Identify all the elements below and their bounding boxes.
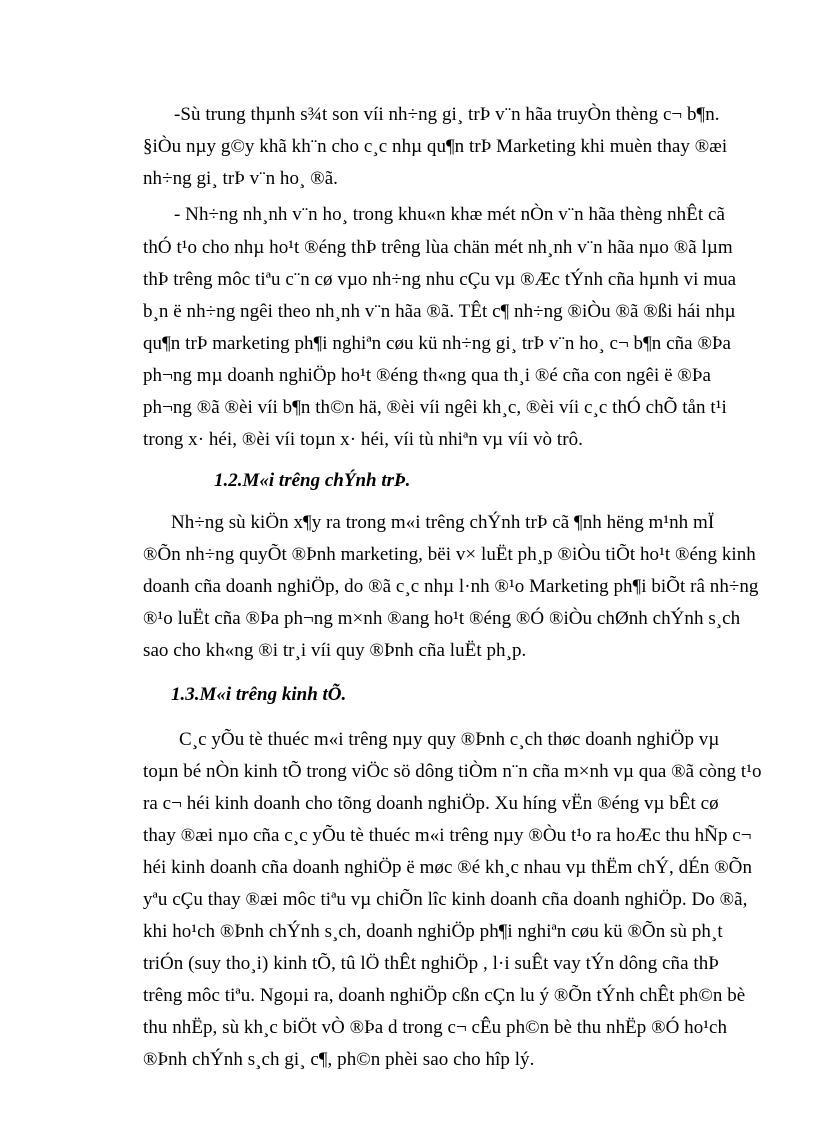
paragraph-2-line-6: ph¬ng mµ doanh nghiÖp ho¹t ®éng th«ng qua th¸i ®é cña con ngêi ë ®Þa <box>143 365 711 386</box>
paragraph-4-line-11: ®Þnh chÝnh s¸ch gi¸ c¶, ph©n phèi sao cho hîp lý. <box>143 1049 535 1070</box>
section-heading-1-2: 1.2.M«i trêng chÝnh trÞ. <box>214 470 411 491</box>
paragraph-4-line-2: toµn bé nÒn kinh tÕ trong viÖc sö dông tiÒm n¨n cña m×nh vµ qua ®ã còng t¹o <box>143 761 762 782</box>
paragraph-3-line-1: Nh÷ng sù kiÖn x¶y ra trong m«i trêng chÝnh trÞ cã ¶nh hëng m¹nh mÏ <box>171 512 715 533</box>
paragraph-2-line-7: ph¬ng ®ã ®èi víi b¶n th©n hä, ®èi víi ngêi kh¸c, ®èi víi c¸c thÓ chÕ tån t¹i <box>143 397 727 418</box>
paragraph-2-line-3: thÞ trêng môc tiªu c¨n cø vµo nh÷ng nhu cÇu vµ ®Æc tÝnh cña hµnh vi mua <box>143 269 737 290</box>
paragraph-1-line-2: §iÒu nµy g©y khã kh¨n cho c¸c nhµ qu¶n trÞ Marketing khi muèn thay ®æi <box>143 136 728 157</box>
paragraph-3-line-2: ®Õn nh÷ng quyÕt ®Þnh marketing, bëi v× luËt ph¸p ®iÒu tiÕt ho¹t ®éng kinh <box>143 544 756 565</box>
paragraph-2-line-8: trong x· héi, ®èi víi toµn x· héi, víi tù nhiªn vµ víi vò trô. <box>143 429 583 450</box>
paragraph-2-line-5: qu¶n trÞ marketing ph¶i nghiªn cøu kü nh÷ng gi¸ trÞ v¨n ho¸ c¬ b¶n cña ®Þa <box>143 333 732 354</box>
paragraph-3-line-3: doanh cña doanh nghiÖp, do ®ã c¸c nhµ l·nh ®¹o Marketing ph¶i biÕt râ nh÷ng <box>143 576 759 597</box>
paragraph-2-line-1: - Nh÷ng nh¸nh v¨n ho¸ trong khu«n khæ mét nÒn v¨n hãa thèng nhÊt cã <box>174 204 725 225</box>
paragraph-2-line-2: thÓ t¹o cho nhµ ho¹t ®éng thÞ trêng lùa chän mét nh¸nh v¨n hãa nµo ®ã lµm <box>143 237 733 258</box>
paragraph-1-line-1: -Sù trung thµnh s¾t son víi nh÷ng gi¸ trÞ v¨n hãa truyÒn thèng c¬ b¶n. <box>174 104 720 125</box>
section-heading-1-3: 1.3.M«i trêng kinh tÕ. <box>171 684 347 705</box>
paragraph-4-line-7: khi ho¹ch ®Þnh chÝnh s¸ch, doanh nghiÖp ph¶i nghiªn cøu kü ®Õn sù ph¸t <box>143 921 723 942</box>
paragraph-3-line-4: ®¹o luËt cña ®Þa ph¬ng m×nh ®ang ho¹t ®éng ®Ó ®iÒu chØnh chÝnh s¸ch <box>143 608 741 629</box>
paragraph-4-line-6: yªu cÇu thay ®æi môc tiªu vµ chiÕn lîc kinh doanh cña doanh nghiÖp. Do ®ã, <box>143 889 748 910</box>
paragraph-3-line-5: sao cho kh«ng ®i tr¸i víi quy ®Þnh cña luËt ph¸p. <box>143 640 527 661</box>
paragraph-4-line-1: C¸c yÕu tè thuéc m«i trêng nµy quy ®Þnh c¸ch thøc doanh nghiÖp vµ <box>179 729 720 750</box>
paragraph-4-line-10: thu nhËp, sù kh¸c biÖt vÒ ®Þa d trong c¬ cÊu ph©n bè thu nhËp ®Ó ho¹ch <box>143 1017 728 1038</box>
paragraph-1-line-3: nh÷ng gi¸ trÞ v¨n ho¸ ®ã. <box>143 168 338 189</box>
paragraph-2-line-4: b¸n ë nh÷ng ngêi theo nh¸nh v¨n hãa ®ã. TÊt c¶ nh÷ng ®iÒu ®ã ®ßi hái nhµ <box>143 301 736 322</box>
paragraph-4-line-8: triÓn (suy tho¸i) kinh tÕ, tû lÖ thÊt nghiÖp , l·i suÊt vay tÝn dông cña thÞ <box>143 953 719 974</box>
paragraph-4-line-4: thay ®æi nµo cña c¸c yÕu tè thuéc m«i trêng nµy ®Òu t¹o ra hoÆc thu hÑp c¬ <box>143 825 752 846</box>
paragraph-4-line-5: héi kinh doanh cña doanh nghiÖp ë møc ®é kh¸c nhau vµ thËm chÝ, dÉn ®Õn <box>143 857 753 878</box>
paragraph-4-line-3: ra c¬ héi kinh doanh cho tõng doanh nghiÖp. Xu híng vËn ®éng vµ bÊt cø <box>143 793 719 814</box>
paragraph-4-line-9: trêng môc tiªu. Ngoµi ra, doanh nghiÖp cßn cÇn lu ý ®Õn tÝnh chÊt ph©n bè <box>143 985 746 1006</box>
